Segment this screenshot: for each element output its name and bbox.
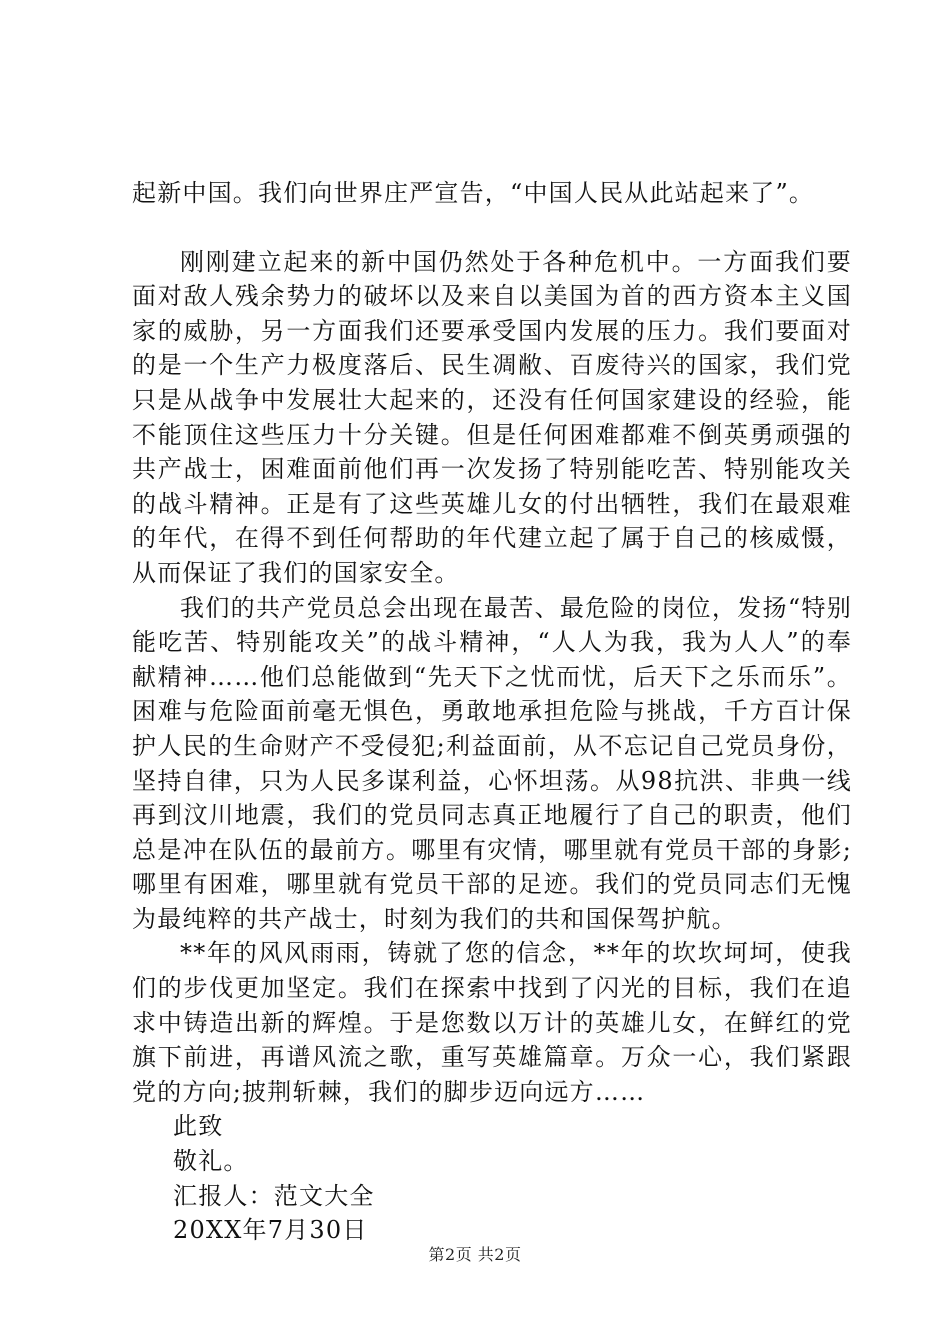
paragraph-new-china-crisis: 刚刚建立起来的新中国仍然处于各种危机中。一方面我们要面对敌人残余势力的破坏以及来自以美国为首的西方资本主义国家的威胁，另一方面我们还要承受国内发展的压力。我们要面对的是一个生产力极度落后、民生凋敝、百废待兴的国家，我们党只是从战争中发展壮大起来的，还没有任何国家建设的经验，能不能顶住这些压力十分关键。但是任何困难都难不倒英勇顽强的共产战士，困难面前他们再一次发扬了特别能吃苦、特别能攻关的战斗精神。正是有了这些英雄儿女的付出牺牲，我们在最艰难的年代，在得不到任何帮助的年代建立起了属于自己的核威慑，从而保证了我们的国家安全。 — [132, 247, 852, 587]
page-number-footer: 第2页 共2页 — [428, 1245, 522, 1264]
report-date: 20XX年7月30日 — [173, 1216, 368, 1245]
letter-body — [132, 176, 852, 1248]
paragraph-years-of-struggle: **年的风风雨雨，铸就了您的信念，**年的坎坎坷坷，使我们的步伐更加坚定。我们在探索中找到了闪光的目标，我们在追求中铸造出新的辉煌。于是您数以万计的英雄儿女，在鲜红的党旗下前进，再谱风流之歌，重写英雄篇章。万众一心，我们紧跟党的方向;披荆斩棘，我们的脚步迈向远方…… — [132, 939, 852, 1106]
opening-paragraph: 起新中国。我们向世界庄严宣告，“中国人民从此站起来了”。 — [132, 179, 815, 207]
closing-salutation: 此致 — [173, 1112, 224, 1141]
closing-regards: 敬礼。 — [173, 1147, 249, 1176]
paragraph-party-members: 我们的共产党员总会出现在最苦、最危险的岗位，发扬“特别能吃苦、特别能攻关”的战斗精神，“人人为我，我为人人”的奉献精神……他们总能做到“先天下之忧而忧，后天下之乐而乐”。困难与危险面前毫无惧色，勇敢地承担危险与挑战，千方百计保护人民的生命财产不受侵犯;利益面前，从不忘记自己党员身份，坚持自律，只为人民多谋利益，心怀坦荡。从98抗洪、非典一线再到汶川地震，我们的党员同志真正地履行了自己的职责，他们总是冲在队伍的最前方。哪里有灾情，哪里就有党员干部的身影;哪里有困难，哪里就有党员干部的足迹。我们的党员同志们无愧为最纯粹的共产战士，时刻为我们的共和国保驾护航。 — [132, 593, 852, 933]
reporter-signature: 汇报人：范文大全 — [173, 1181, 375, 1210]
